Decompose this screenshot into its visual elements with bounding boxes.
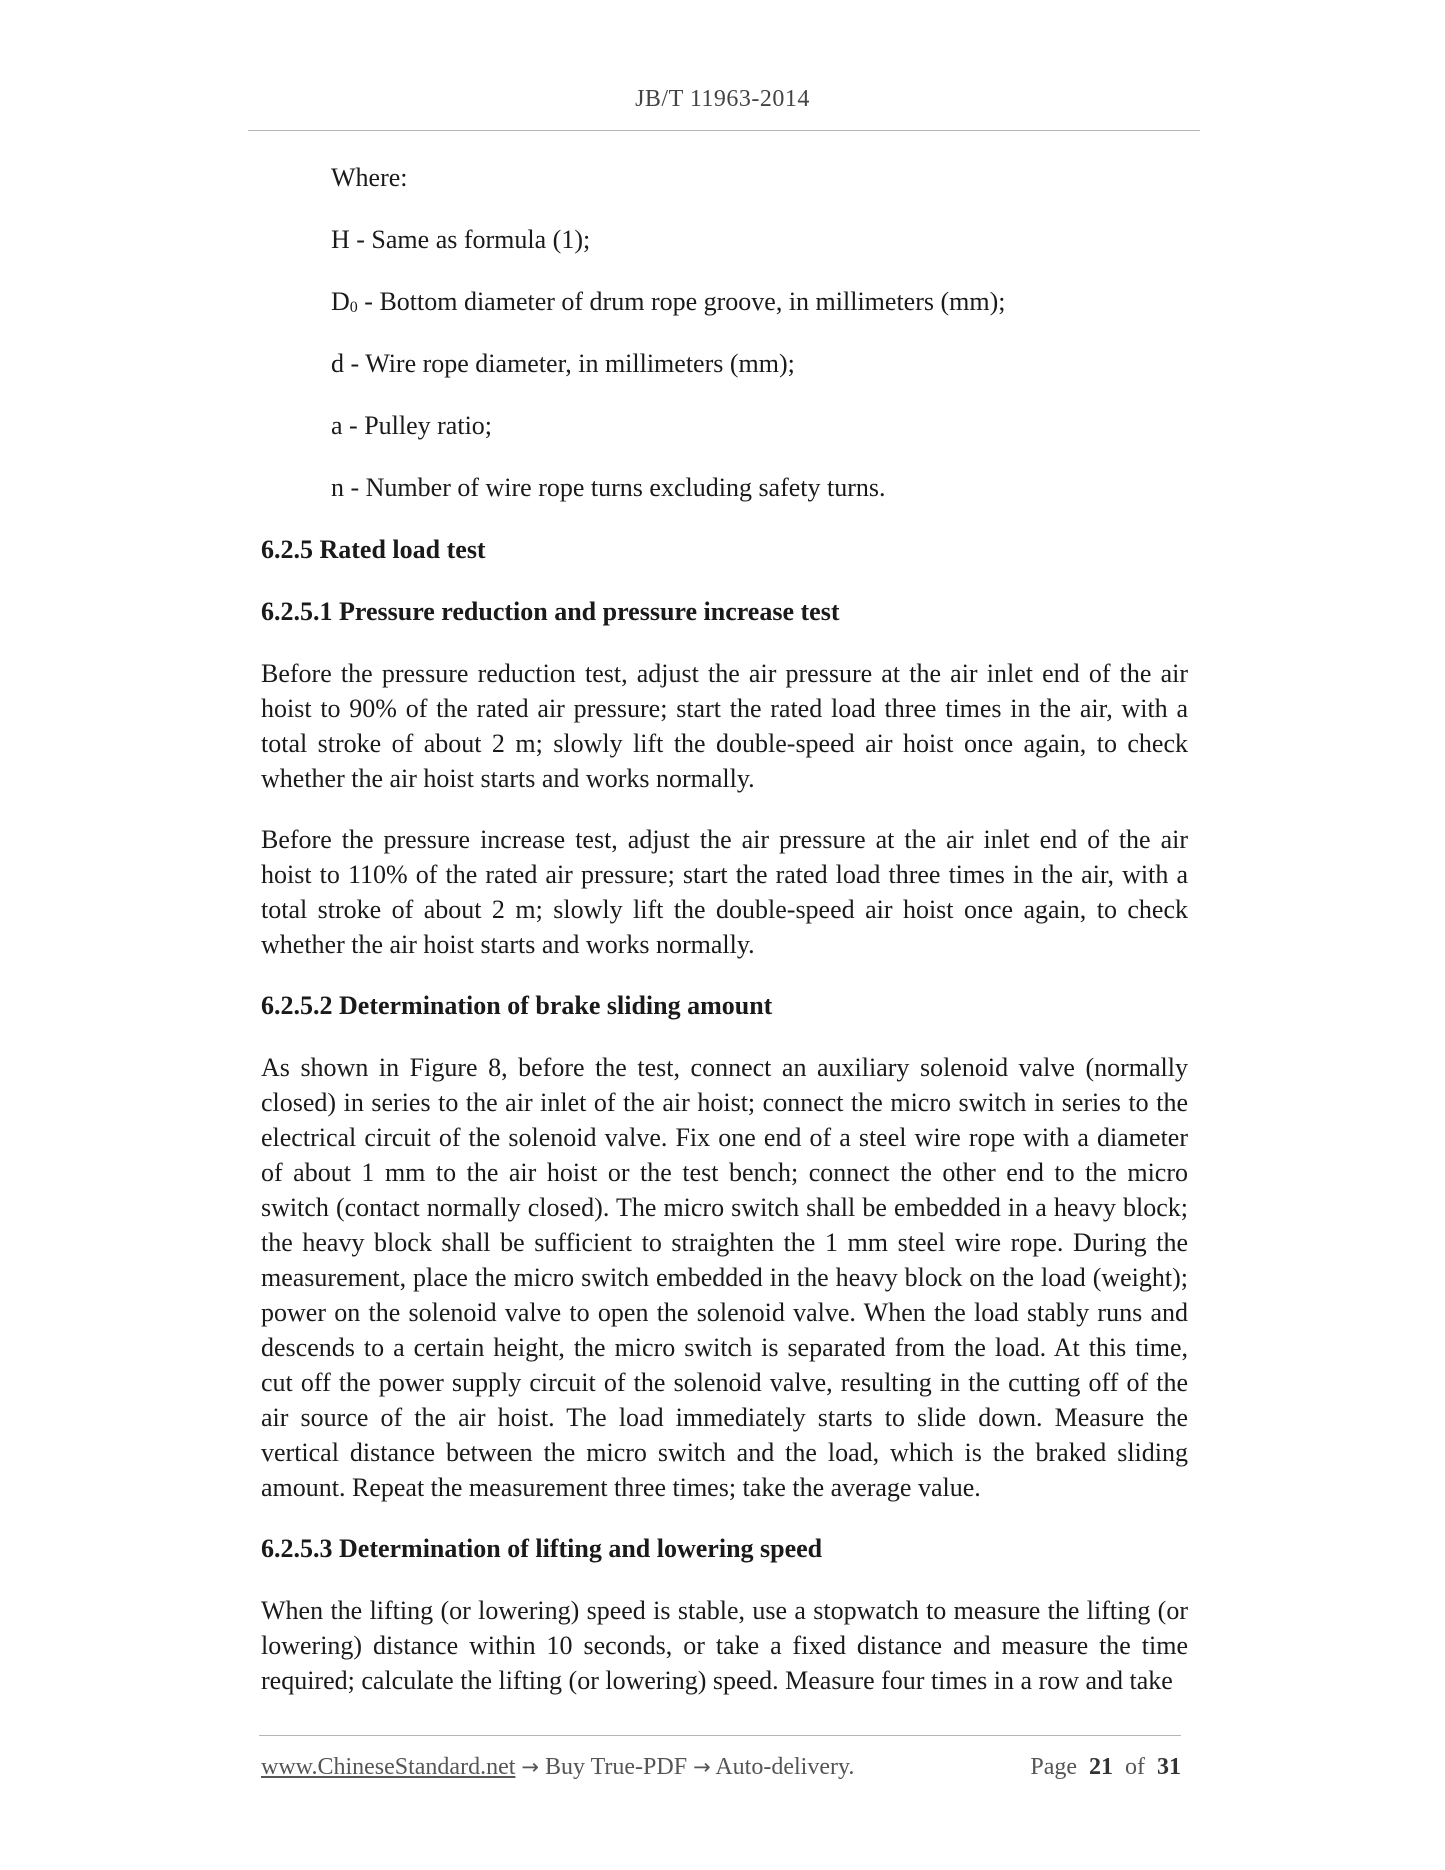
definition-n: n - Number of wire rope turns excluding safety turns. (331, 473, 886, 502)
footer-divider (259, 1735, 1181, 1736)
definition-d0 (331, 284, 1188, 346)
page-content (261, 160, 1188, 1724)
header-doc-code: JB/T 11963-2014 (635, 86, 810, 112)
page-current: 21 (1089, 1754, 1113, 1780)
website-link[interactable]: www.ChineseStandard.net (261, 1754, 516, 1780)
page-total: 31 (1157, 1754, 1181, 1780)
section-heading-6-2-5-1: 6.2.5.1 Pressure reduction and pressure increase test (261, 597, 840, 626)
of-label: of (1125, 1754, 1145, 1780)
section-heading-6-2-5-3: 6.2.5.3 Determination of lifting and lowering speed (261, 1534, 823, 1563)
header-divider (248, 130, 1200, 131)
buy-pdf-text: Buy True-PDF (539, 1754, 694, 1780)
paragraph-lifting-speed: When the lifting (or lowering) speed is stable, use a stopwatch to measure the lifting (or lowering) distance within 10 seconds, or take a fixed distance and measure the time required; calculate the lifting (or lowering) speed. Measure four times in a row and take (261, 1596, 1188, 1695)
definition-a: a - Pulley ratio; (331, 411, 493, 440)
paragraph-pressure-reduction: Before the pressure reduction test, adjust the air pressure at the air inlet end of the air hoist to 90% of the rated air pressure; start the rated load three times in the air, with a total stroke of about 2 m; slowly lift the double-speed air hoist once again, to check whether the air hoist starts and works normally. (261, 659, 1188, 793)
paragraph-pressure-increase: Before the pressure increase test, adjust the air pressure at the air inlet end of the air hoist to 110% of the rated air pressure; start the rated load three times in the air, with a total stroke of about 2 m; slowly lift the double-speed air hoist once again, to check whether the air hoist starts and works normally. (261, 825, 1188, 959)
arrow-right-icon: → (693, 1755, 711, 1779)
auto-delivery-text: Auto-delivery. (710, 1754, 855, 1780)
section-heading-6-2-5: 6.2.5 Rated load test (261, 535, 486, 564)
page-footer (261, 1754, 1183, 1781)
footer-promo (261, 1754, 854, 1780)
section-heading-6-2-5-2: 6.2.5.2 Determination of brake sliding amount (261, 991, 773, 1020)
d0-description: - Bottom diameter of drum rope groove, in millimeters (mm); (357, 287, 1006, 316)
arrow-right-icon: → (521, 1755, 539, 1779)
page-label: Page (1030, 1754, 1077, 1780)
page-number (1030, 1754, 1181, 1781)
definition-d: d - Wire rope diameter, in millimeters (mm); (331, 349, 795, 378)
where-label: Where: (331, 163, 408, 192)
d0-symbol: D (331, 287, 350, 316)
paragraph-brake-sliding: As shown in Figure 8, before the test, connect an auxiliary solenoid valve (normally closed) in series to the air inlet of the air hoist; connect the micro switch in series to the electrical circuit of the solenoid valve. Fix one end of a steel wire rope with a diameter of about 1 mm to the air hoist or the test bench; connect the other end to the micro switch (contact normally closed). The micro switch shall be embedded in a heavy block; the heavy block shall be sufficient to straighten the 1 mm steel wire rope. During the measurement, place the micro switch embedded in the heavy block on the load (weight); power on the solenoid valve to open the solenoid valve. When the load stably runs and descends to a certain height, the micro switch is separated from the load. At this time, cut off the power supply circuit of the solenoid valve, resulting in the cutting off of the air source of the air hoist. The load immediately starts to slide down. Measure the vertical distance between the micro switch and the load, which is the braked sliding amount. Repeat the measurement three times; take the average value. (261, 1053, 1188, 1502)
d0-subscript: 0 (349, 299, 358, 316)
definition-h: H - Same as formula (1); (331, 225, 591, 254)
